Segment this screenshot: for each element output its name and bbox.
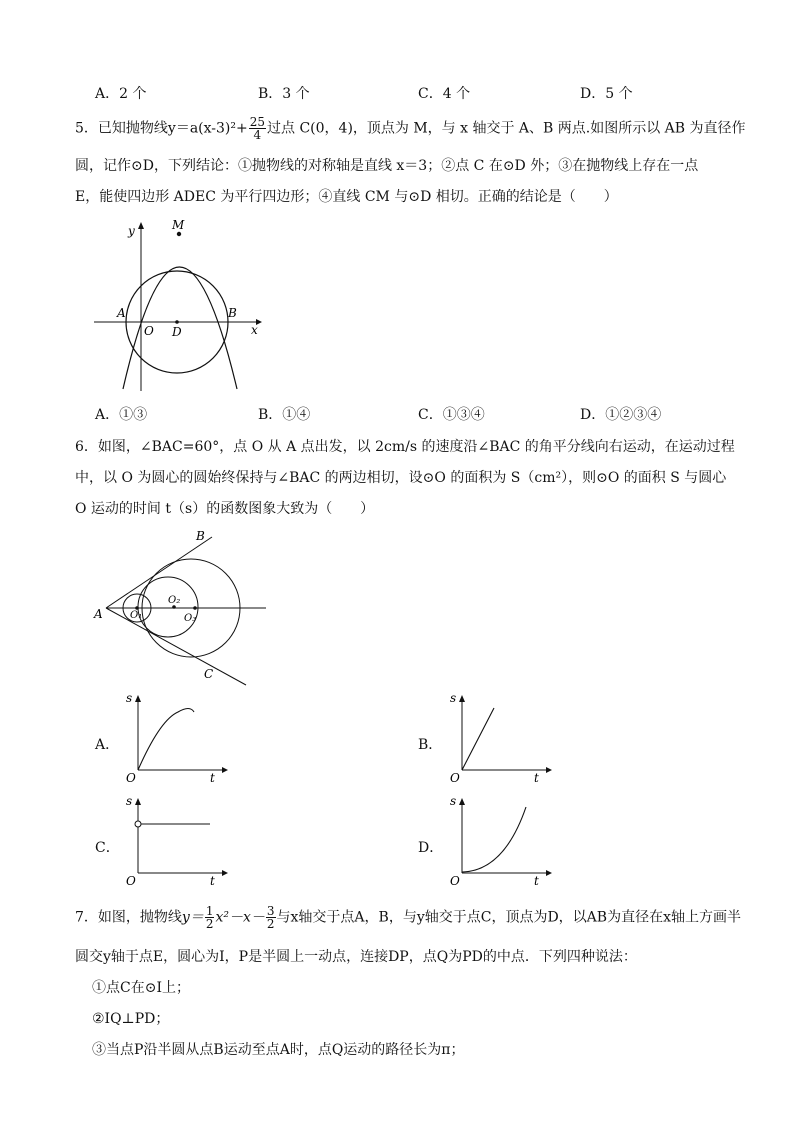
q7-fraction2-num: 3 (266, 904, 275, 918)
q6a-s-arrow (135, 695, 141, 702)
q7-item2: ②IQ⊥PD； (92, 1011, 170, 1027)
q6-label-o1: O₁ (130, 610, 143, 621)
q6d-curve (462, 807, 526, 872)
q6d-t-arrow (546, 870, 552, 876)
q5-figure (88, 215, 268, 393)
q6-label-a: A (94, 607, 103, 621)
q7-y-eq: y＝ (181, 909, 204, 926)
q7-mid: x²－x－ (215, 909, 265, 926)
q7-stem-suffix: 与x轴交于点A，B，与y轴交于点C，顶点为D，以AB为直径在x轴上方画半 (276, 909, 741, 926)
q5-option-b: B．①④ (258, 407, 311, 423)
q5-point-m (177, 232, 181, 236)
q6d-label-s: s (450, 794, 457, 808)
q6-label-b: B (196, 529, 205, 543)
q6-option-c: C． (95, 840, 120, 856)
q6d-s-arrow (459, 798, 465, 805)
q6c-open-point (135, 821, 141, 827)
q5-label-m: M (172, 218, 185, 232)
q6-graph-b (442, 690, 554, 785)
q6-graph-a (118, 690, 230, 785)
q6b-label-o: O (450, 771, 460, 785)
q7-fraction1-num: 1 (205, 904, 214, 918)
q5-label-a: A (117, 306, 126, 320)
q6d-label-t: t (534, 874, 539, 888)
q5-label-o: O (144, 324, 154, 338)
q6-graph-d (442, 793, 554, 888)
q6-graph-c (118, 793, 230, 888)
q5-option-d: D．①②③④ (580, 407, 662, 423)
q5-option-a: A．①③ (95, 407, 148, 423)
q7-fraction2-den: 2 (266, 917, 275, 931)
q7-stem-line2: 圆交y轴于点E，圆心为I，P是半圆上一动点，连接DP，点Q为PD的中点．下列四种说法： (75, 949, 637, 965)
q7-item1: ①点C在⊙I上； (92, 980, 190, 996)
q5-y-axis-arrow (138, 222, 144, 229)
q6c-label-s: s (126, 794, 133, 808)
q6-option-b: B． (418, 737, 443, 753)
q6b-s-arrow (459, 695, 465, 702)
q6a-t-arrow (222, 767, 228, 773)
q6-option-a: A． (95, 737, 120, 753)
q5-label-b: B (228, 306, 237, 320)
q6b-label-s: s (450, 691, 457, 705)
q5-label-y: y (128, 224, 135, 238)
q5-option-c: C．①③④ (418, 407, 485, 423)
q5-stem-line1 (75, 116, 746, 141)
q5-fraction-num: 25 (249, 115, 265, 129)
q5-label-d: D (172, 325, 182, 339)
q6-ray-ac (106, 608, 246, 685)
q6a-curve (138, 709, 194, 771)
q6a-label-s: s (126, 691, 133, 705)
q5-stem-line3: E，能使四边形 ADEC 为平行四边形；④直线 CM 与⊙D 相切。正确的结论是（ ） (75, 189, 618, 205)
q7-fraction1-den: 2 (205, 917, 214, 931)
q7-fraction1 (205, 905, 215, 930)
q4-option-a: A．2 个 (95, 86, 147, 102)
q4-option-d: D．5 个 (580, 86, 633, 102)
q6-figure (88, 528, 273, 688)
q6-stem-line2: 中，以 O 为圆心的圆始终保持与∠BAC 的两边相切，设⊙O 的面积为 S（cm²），则⊙O 的面积 S 与圆心 (75, 470, 727, 486)
q5-fraction-den: 4 (253, 128, 262, 142)
q4-option-c: C．4 个 (418, 86, 471, 102)
q6-stem-line3: O 运动的时间 t（s）的函数图象大致为（ ） (75, 501, 375, 517)
q6a-label-o: O (126, 771, 136, 785)
q6c-label-t: t (210, 874, 215, 888)
q6-label-c: C (204, 667, 214, 681)
q6-stem-line1: 6．如图，∠BAC=60°，点 O 从 A 点出发，以 2cm/s 的速度沿∠BAC 的角平分线向右运动，在运动过程 (75, 439, 735, 455)
q6b-label-t: t (534, 771, 539, 785)
q6-point-o3 (193, 606, 197, 610)
q5-stem-line2: 圆，记作⊙D，下列结论：①抛物线的对称轴是直线 x＝3；②点 C 在⊙D 外；③在抛物线上存在一点 (75, 158, 699, 174)
q6-option-d: D． (418, 840, 444, 856)
q6d-label-o: O (450, 874, 460, 888)
q6b-line (462, 708, 494, 770)
q7-stem-prefix: 7．如图，抛物线 (75, 909, 182, 926)
q6-label-o3: O₃ (184, 613, 197, 624)
q5-stem-suffix: 过点 C(0，4)，顶点为 M，与 x 轴交于 A、B 两点.如图所示以 AB 为直径作 (267, 120, 746, 137)
q6c-t-arrow (222, 870, 228, 876)
q5-label-x: x (251, 323, 258, 337)
q6-label-o2: O₂ (168, 595, 181, 606)
q5-point-d (175, 320, 179, 324)
q6a-label-t: t (210, 771, 215, 785)
q4-option-b: B．3 个 (258, 86, 310, 102)
q6c-s-arrow (135, 798, 141, 805)
q5-fraction (249, 116, 266, 141)
q7-stem-line1 (75, 905, 741, 930)
q6c-label-o: O (126, 874, 136, 888)
q7-fraction2 (266, 905, 276, 930)
q6b-t-arrow (546, 767, 552, 773)
q5-stem-prefix: 5．已知抛物线y＝a(x-3)²+ (75, 120, 248, 137)
q7-item3: ③当点P沿半圆从点B运动至点A时，点Q运动的路径长为π； (92, 1042, 465, 1058)
